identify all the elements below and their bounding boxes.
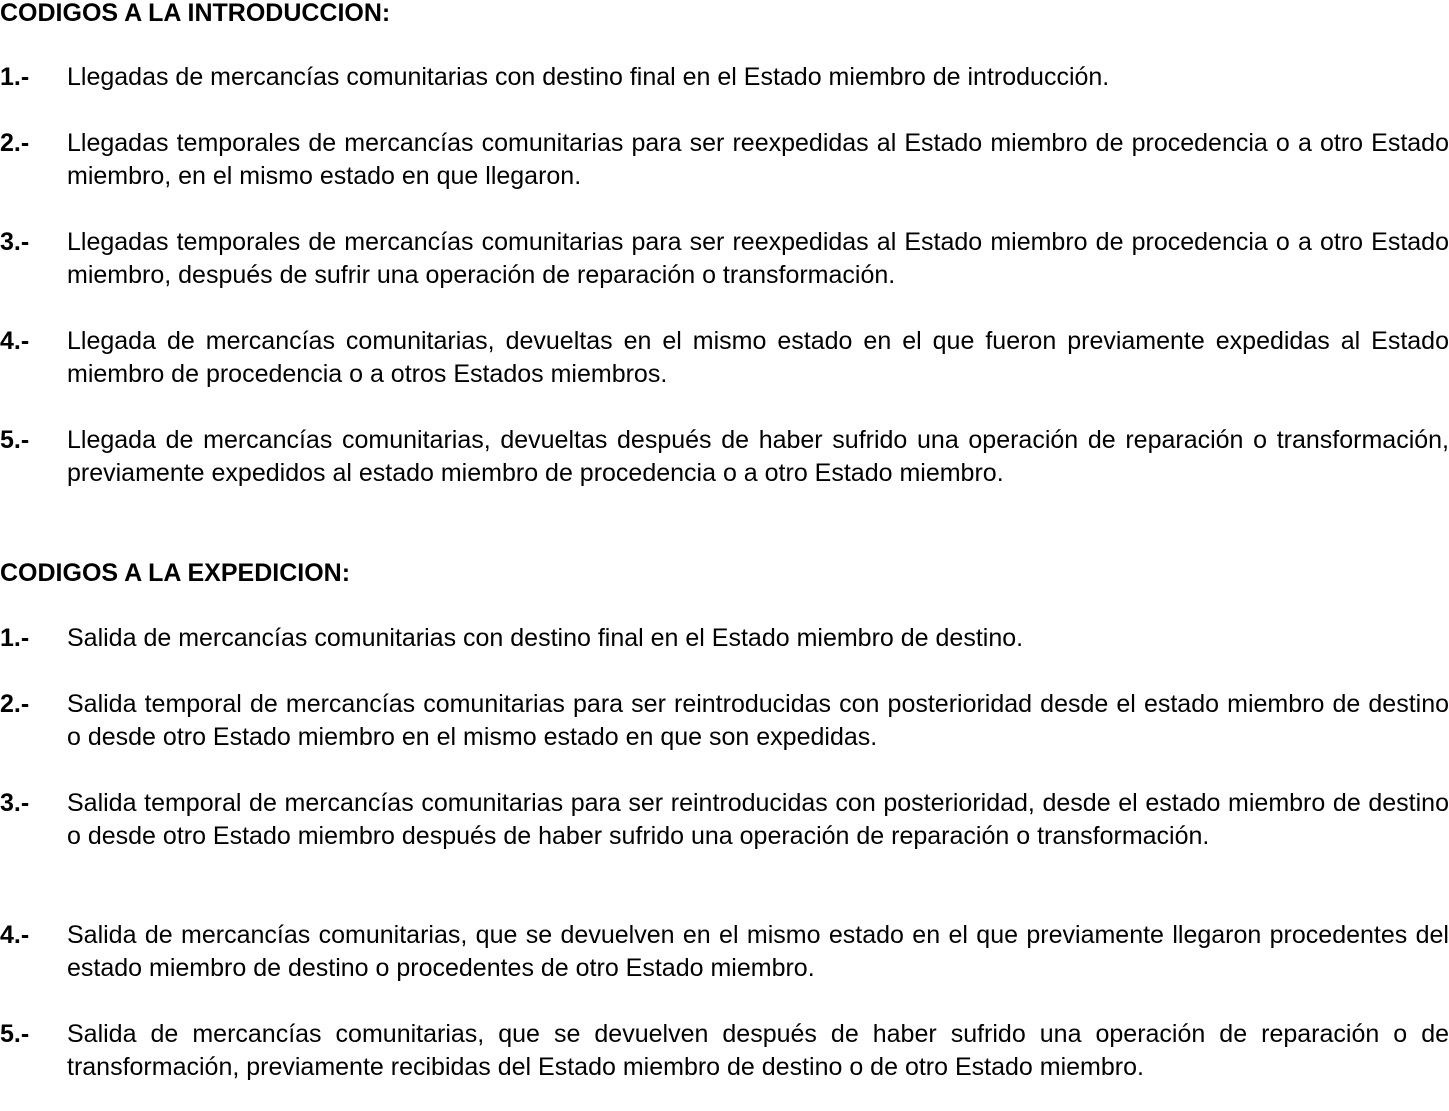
list-item-introduccion-4	[0, 325, 1449, 391]
list-item-expedicion-1	[0, 622, 1449, 655]
item-number: 5.-	[0, 1020, 30, 1048]
item-text: Llegadas de mercancías comunitarias con destino final en el Estado miembro de introducción.	[67, 63, 1110, 91]
list-item-expedicion-4	[0, 919, 1449, 985]
item-text: Llegada de mercancías comunitarias, devueltas después de haber sufrido una operación de reparación o transformación, previamente expedidos al estado miembro de procedencia o a otro Estado miembro.	[67, 426, 1449, 487]
item-number: 1.-	[0, 624, 30, 652]
item-text: Salida temporal de mercancías comunitarias para ser reintroducidas con posterioridad, desde el estado miembro de destino o desde otro Estado miembro después de haber sufrido una operación de reparación o transformación.	[67, 789, 1449, 850]
item-number: 5.-	[0, 426, 30, 454]
item-text: Salida de mercancías comunitarias, que se devuelven después de haber sufrido una operación de reparación o de transformación, previamente recibidas del Estado miembro de destino o de otro Estado miembro.	[67, 1020, 1449, 1081]
list-item-expedicion-2	[0, 688, 1449, 754]
item-text: Llegada de mercancías comunitarias, devueltas en el mismo estado en el que fueron previamente expedidas al Estado miembro de procedencia o a otros Estados miembros.	[67, 327, 1449, 388]
list-item-expedicion-3	[0, 787, 1449, 853]
list-item-introduccion-5	[0, 424, 1449, 490]
item-text: Llegadas temporales de mercancías comunitarias para ser reexpedidas al Estado miembro de procedencia o a otro Estado miembro, después de sufrir una operación de reparación o transformación.	[67, 228, 1449, 289]
list-item-introduccion-1	[0, 61, 1449, 94]
item-text: Llegadas temporales de mercancías comunitarias para ser reexpedidas al Estado miembro de procedencia o a otro Estado miembro, en el mismo estado en que llegaron.	[67, 129, 1449, 190]
item-number: 4.-	[0, 327, 30, 355]
item-number: 3.-	[0, 789, 30, 817]
list-item-expedicion-5	[0, 1018, 1449, 1084]
section-title-expedicion: CODIGOS A LA EXPEDICION:	[0, 559, 351, 587]
item-text: Salida de mercancías comunitarias, que se devuelven en el mismo estado en el que previamente llegaron procedentes del estado miembro de destino o procedentes de otro Estado miembro.	[67, 921, 1449, 982]
item-text: Salida de mercancías comunitarias con destino final en el Estado miembro de destino.	[67, 624, 1024, 652]
item-number: 1.-	[0, 63, 30, 91]
item-number: 2.-	[0, 129, 30, 157]
item-number: 3.-	[0, 228, 30, 256]
section-title-introduccion: CODIGOS A LA INTRODUCCION:	[0, 0, 391, 27]
item-number: 4.-	[0, 921, 30, 949]
list-item-introduccion-3	[0, 226, 1449, 292]
item-number: 2.-	[0, 690, 30, 718]
list-item-introduccion-2	[0, 127, 1449, 193]
item-text: Salida temporal de mercancías comunitarias para ser reintroducidas con posterioridad desde el estado miembro de destino o desde otro Estado miembro en el mismo estado en que son expedidas.	[67, 690, 1449, 751]
